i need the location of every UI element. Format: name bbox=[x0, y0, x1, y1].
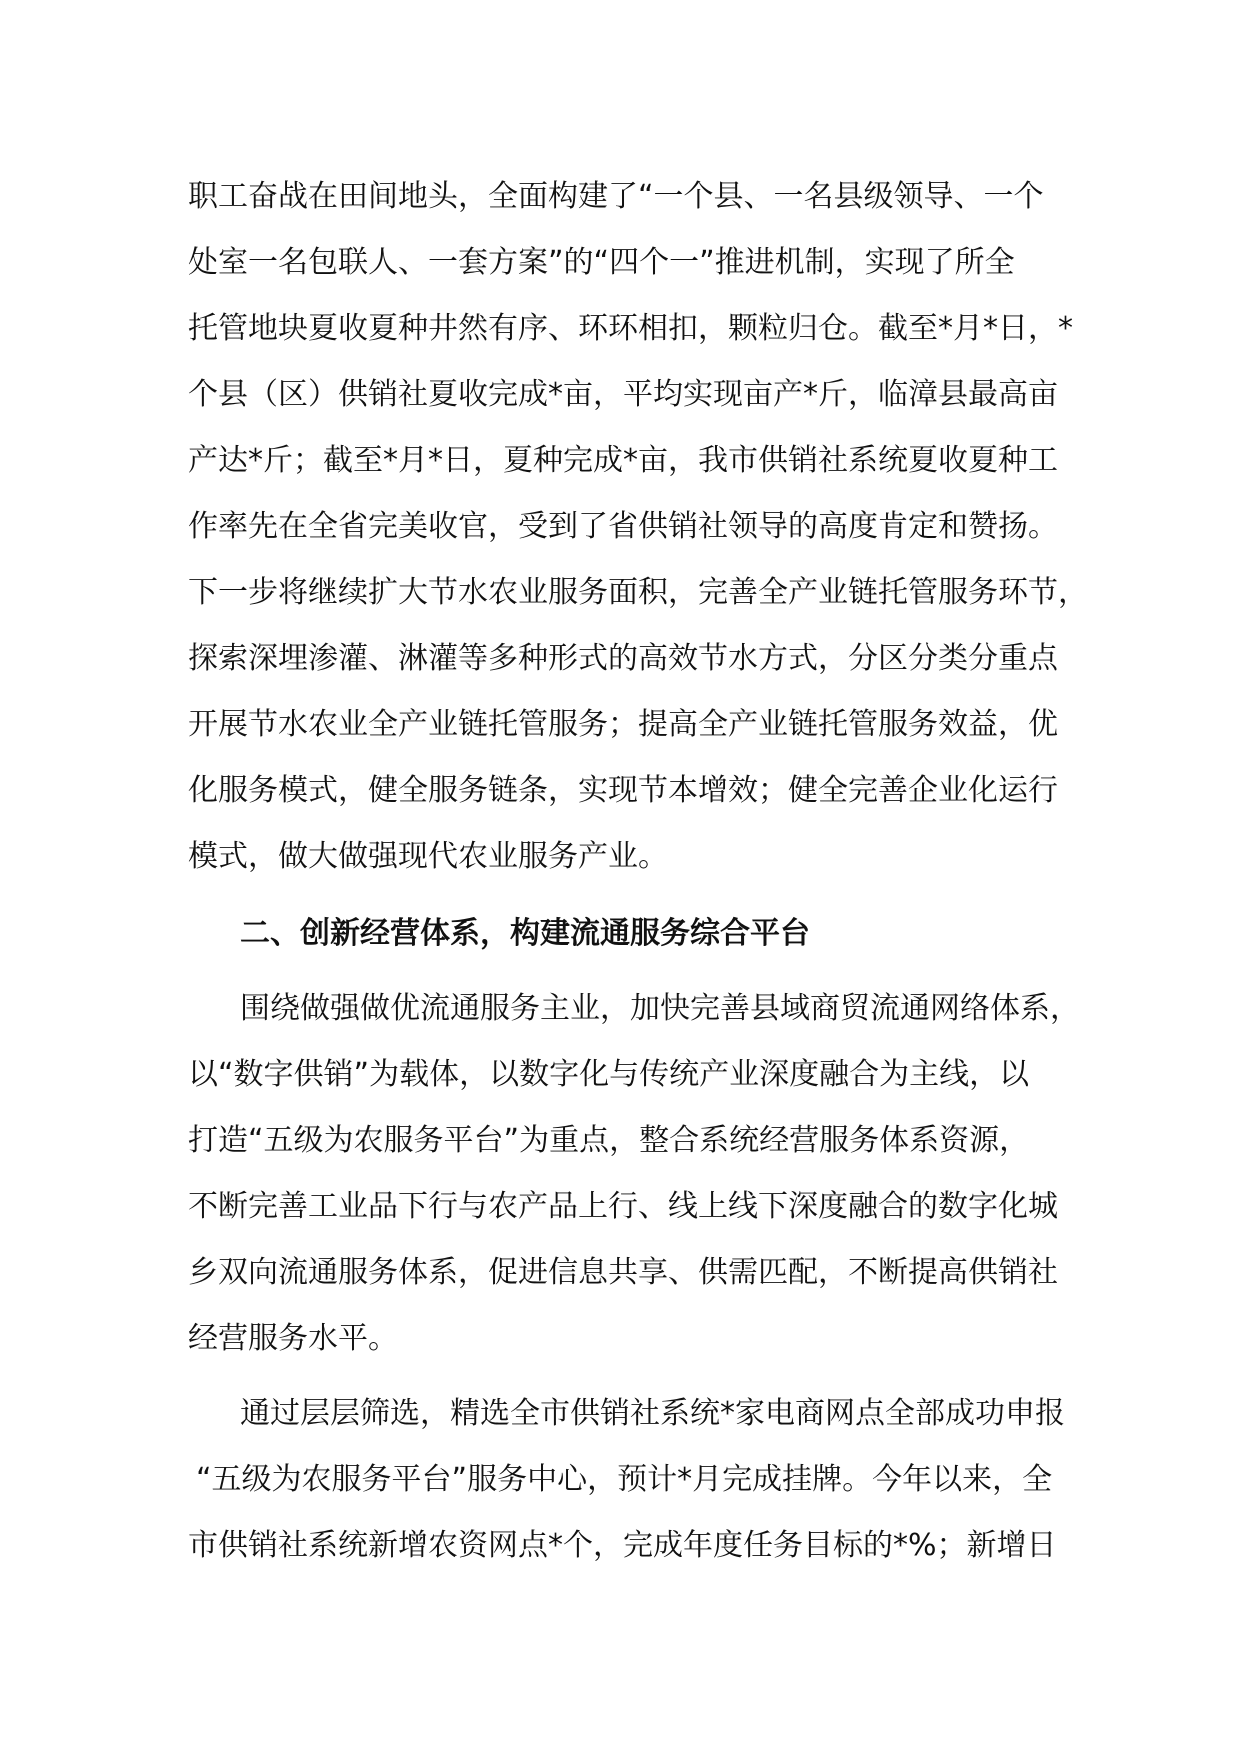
paragraph-1-line: 托管地块夏收夏种井然有序、环环相扣，颗粒归仓。截至*月*日，* bbox=[188, 311, 1073, 346]
paragraph-1-line: 化服务模式，健全服务链条，实现节本增效；健全完善企业化运行 bbox=[188, 773, 1058, 808]
paragraph-1-line: 作率先在全省完美收官，受到了省供销社领导的高度肯定和赞扬。 bbox=[188, 509, 1058, 544]
paragraph-1-line: 处室一名包联人、一套方案”的“四个一”推进机制，实现了所全 bbox=[188, 245, 1015, 280]
paragraph-3 bbox=[188, 1381, 1068, 1579]
paragraph-2 bbox=[188, 976, 1080, 1372]
paragraph-2-line: 不断完善工业品下行与农产品上行、线上线下深度融合的数字化城 bbox=[188, 1189, 1058, 1224]
section-heading: 二、创新经营体系，构建流通服务综合平台 bbox=[240, 916, 810, 951]
paragraph-3-line: 通过层层筛选，精选全市供销社系统*家电商网点全部成功申报 bbox=[240, 1396, 1065, 1431]
paragraph-2-line: 围绕做强做优流通服务主业，加快完善县域商贸流通网络体系， bbox=[240, 991, 1080, 1026]
paragraph-2-line: 经营服务水平。 bbox=[188, 1321, 398, 1356]
paragraph-1-line: 产达*斤；截至*月*日，夏种完成*亩，我市供销社系统夏收夏种工 bbox=[188, 443, 1058, 478]
paragraph-2-line: 以“数字供销”为载体，以数字化与传统产业深度融合为主线，以 bbox=[188, 1057, 1030, 1092]
paragraph-1-line: 开展节水农业全产业链托管服务；提高全产业链托管服务效益，优 bbox=[188, 707, 1058, 742]
paragraph-1-line: 模式，做大做强现代农业服务产业。 bbox=[188, 839, 668, 874]
paragraph-1-line: 探索深埋渗灌、淋灌等多种形式的高效节水方式，分区分类分重点 bbox=[188, 641, 1058, 676]
paragraph-2-line: 乡双向流通服务体系，促进信息共享、供需匹配，不断提高供销社 bbox=[188, 1255, 1058, 1290]
paragraph-1-line: 职工奋战在田间地头，全面构建了“一个县、一名县级领导、一个 bbox=[188, 179, 1044, 214]
paragraph-1-line: 下一步将继续扩大节水农业服务面积，完善全产业链托管服务环节， bbox=[188, 575, 1088, 610]
paragraph-1 bbox=[188, 164, 1088, 890]
paragraph-3-line: “五级为农服务平台”服务中心，预计*月完成挂牌。今年以来，全 bbox=[196, 1462, 1053, 1497]
paragraph-2-line: 打造“五级为农服务平台”为重点，整合系统经营服务体系资源， bbox=[188, 1123, 1030, 1158]
paragraph-1-line: 个县（区）供销社夏收完成*亩，平均实现亩产*斤，临漳县最高亩 bbox=[188, 377, 1058, 412]
paragraph-3-line: 市供销社系统新增农资网点*个，完成年度任务目标的*%；新增日 bbox=[188, 1528, 1057, 1563]
